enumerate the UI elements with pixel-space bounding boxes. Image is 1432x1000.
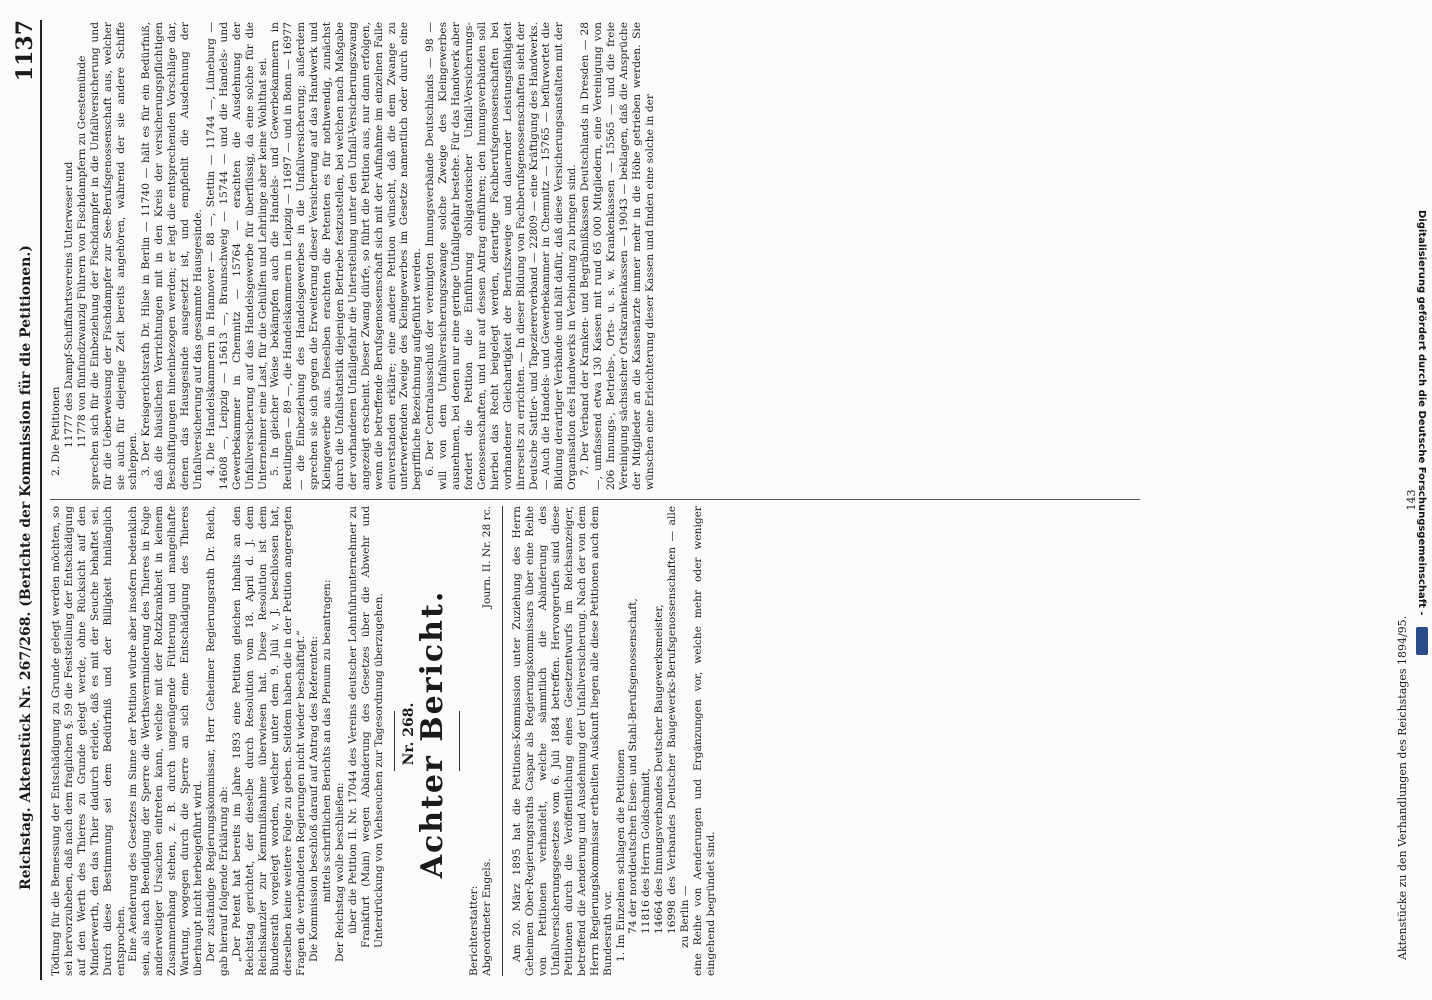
list-item: 14664 des Innungsverbandes Deutscher Baugewerksmeister, [653, 604, 666, 934]
section-number: Nr. 268. [400, 702, 417, 766]
paragraph: sprechen sich für die Einbeziehung der Fischdampfer in die Unfallversicherung und für die Ueberweisung der Fischdampfer zur See-Berufsgenossenschaft aus, welcher sie auch für diejenige Zeit bereits angehören, während der sie andere Schiffe schleppen. [88, 22, 140, 490]
paragraph: Der Reichstag wolle beschließen: [333, 782, 346, 962]
reporter-name: Abgeordneter Engels. [481, 858, 494, 976]
list-item: 11816 des Herrn Goldschmidt, [640, 768, 653, 934]
paragraph: 2. Die Petitionen [50, 386, 62, 476]
paragraph: Tödtung für die Bemessung der Entschädigung zu Grunde gelegt werden möchten, so sei hervorzuheben, daß nach dem fraglichen §. 59 die Feststellung der Entschädigung auf den Werth des Thieres zu Grunde gelegt werde, ohne Rücksicht auf den Minderwerth, den das Thier dadurch erleide, daß es mit der Seuche behaftet sei. Durch diese Bestimmung sei dem Bedürfniß und der Billigkeit hinlänglich entsprochen. [50, 506, 127, 976]
paragraph: 3. Der Kreisgerichtsrath Dr. Hilse in Berlin — 11740 — hält es für ein Bedürfniß, daß die häuslichen Verrichtungen mit in den Kreis der versicherungspflichtigen Beschäftigungen hineinbezogen werden; er legt die entsprechenden Vorschläge dar, denen das Hausgesinde ausgesetzt ist, und empfiehlt die Ausdehnung der Unfallversicherung auf das gesammte Hausgesinde. [140, 22, 204, 490]
digitization-credit [1412, 210, 1430, 1000]
right-column [50, 22, 657, 490]
section-rule [502, 506, 503, 976]
reporter-label: Berichterstatter: [468, 885, 481, 976]
paragraph: Am 20. März 1895 hat die Petitions-Kommission unter Zuziehung des Herrn Geheimen Ober-Regierungsraths Caspar als Regierungskommissars über eine Reihe von Petitionen verhandelt, welche sämmtlich die Abänderung des Unfallversicherungsgesetzes vom 6. Juli 1884 betreffen. Hervorgerufen sind diese Petitionen durch die Veröffentlichung eines Gesetzentwurfs im Reichsanzeiger, betreffend die Aenderung und Ausdehnung der Unfallversicherung. Nach der von dem Herrn Regierungskommissar ertheilten Auskunft liegen alle diese Petitionen auch dem Bundesrath vor. [511, 506, 614, 976]
header-rule [40, 20, 42, 980]
paragraph: 4. Die Handelskammern in Hannover — 88 —, Stettin — 11744 —, Lüneburg — 14608 —, Leipzig — 15613 —, Braunschweig — 15744 — und die Handels- und Gewerbekammer in Chemnitz — 15764 — erachten die Ausdehnung der Unfallversicherung auf das Handelsgewerbe für überflüssig, da eine solche für die Unternehmer eine Last, für die Gehülfen und Lehrlinge aber keine Wohlthat sei. [204, 22, 269, 490]
page-header [8, 20, 38, 980]
reporter-row [481, 506, 494, 976]
paragraph: eine Reihe von Aenderungen und Ergänzungen vor, welche mehr oder weniger eingehend begründet sind. [691, 506, 717, 976]
footer-source: Aktenstücke zu den Verhandlungen des Reichstages 1894/95. [1396, 615, 1409, 960]
sheet-number: 143 [1405, 489, 1418, 511]
paragraph: Der zuständige Regierungskommissar, Herr Geheimer Regierungsrath Dr. Reich, gab hierauf folgende Erklärung ab: [204, 506, 230, 976]
digitization-credit-text: Digitalisierung gefördert durch die Deutsche Forschungsgemeinschaft - [1416, 210, 1427, 616]
list-item: 11778 von fünfundzwanzig Führern von Fischdampfern zu Geestemünde [75, 55, 88, 448]
paragraph: 1. Im Einzelnen schlagen die Petitionen [614, 749, 627, 962]
section-divider [459, 711, 460, 771]
list-item: 11777 des Dampf-Schiffahrtsvereins Unterweser und [62, 161, 75, 448]
journal-ref: Journ. II. Nr. 28 rc. [481, 506, 494, 609]
paragraph: mittels schriftlichen Berichts an das Plenum zu beantragen: [321, 579, 334, 903]
paragraph: Eine Aenderung des Gesetzes im Sinne der Petition würde aber insofern bedenklich sein, als nach Beendigung der Sperre die Werthsverminderung des Thieres in Folge anderweitiger Ursachen eintreten kann, welche mit der Rotzkrankheit in keinem Zusammenhang stehen, z. B. durch ungenügende Fütterung und mangelhafte Wartung, wogegen durch die Sperre an sich eine Entschädigung des Thieres überhaupt nicht herbeigeführt wird. [127, 506, 204, 976]
page-number: 1137 [12, 20, 38, 82]
section-divider [394, 711, 395, 771]
paragraph: Die Kommission beschloß darauf auf Antrag des Referenten: [308, 636, 321, 962]
paragraph: 6. Der Centralausschuß der vereinigten Innungsverbände Deutschlands — 98 — will von dem Unfallversicherungszwange solche Zweige des Kleingewerbes ausnehmen, bei denen nur eine geringe Unfallgefahr bestehe. Für das Handwerk aber fordert die Petition die Einführung obligatorischer Unfall-Versicherungs-Genossenschaften, und nur auf dessen Antrag einführen; den Innungsverbänden soll hierbei das Recht beigelegt werden, derartige Fachberufsgenossenschaften bei vorhandener Gleichartigkeit der Berufszweige und dauernder Leistungsfähigkeit ihrerseits zu errichten. — In dieser Bildung von Fachberufsgenossenschaften sieht der Deutsche Sattler- und Tapeziererverband — 22809 — eine Kräftigung des Handwerks. — Auch die Handels- und Gewerbekammer in Chemnitz — 15765 — befürwortet die Bildung derartiger Verbände und hält dafür, daß diese Versicherungsanstalten mit der Organisation des Handwerks in Verbindung zu bringen sind. [424, 22, 579, 490]
paragraph: „Der Petent hat bereits im Jahre 1893 eine Petition gleichen Inhalts an den Reichstag gerichtet, der dieselbe durch Resolution vom 18. April d. J. dem Reichskanzler zur Kenntnißnahme überwiesen hat. Diese Resolution ist dem Bundesrath vorgelegt worden, welcher unter dem 9. Juli v. J. beschlossen hat, derselben keine weitere Folge zu geben. Seitdem haben die in der Petition angeregten Fragen die verbündeten Regierungen nicht wieder beschäftigt.“ [230, 506, 308, 976]
list-item: 74 der norddeutschen Eisen- und Stahl-Berufsgenossenschaft, [627, 598, 640, 934]
running-head: Reichstag. Aktenstück Nr. 267/268. (Berichte der Kommission für die Petitionen.) [18, 245, 34, 890]
section-title: Achter Bericht. [415, 589, 451, 879]
paragraph: 7. Der Verband der Kranken- und Begräbnißkassen Deutschlands in Dresden — 28 —, umfassend etwa 130 Kassen mit rund 65 000 Mitgliedern, eine Vereinigung von 206 Innungs-, Betriebs-, Orts- u. s. w. Krankenkassen — 15565 — und die freie Vereinigung sächsischer Ortskrankenkassen — 19043 — beklagen, daß die Ansprüche der Mitglieder an die Kassenärzte immer mehr in die Höhe getrieben werden. Sie wünschen eine Erleichterung dieser Kassen und finden eine solche in der [579, 22, 656, 490]
column-divider [50, 499, 1140, 500]
list-item: 16998 des Verbandes Deutscher Baugewerks-Berufsgenossenschaften — alle zu Berlin — [666, 506, 692, 948]
paragraph: 5. In gleicher Weise bekämpfen auch die Handels- und Gewerbekammern in Reutlingen — 89 —, die Handelskammern in Leipzig — 11697 — und in Bonn — 16977 — die Einbeziehung des Handelsgewerbes in die Unfallversicherung; außerdem sprechen sie sich gegen die Erweiterung dieser Versicherung auf das Handwerk und Kleingewerbe aus. Dieselben erachten die Petenten es für nothwendig, zunächst durch die Unfallstatistik diejenigen Betriebe festzustellen, bei welchen nach Maßgabe der vorhandenen Unfallgefahr die Unterstellung unter den Unfall-Versicherungszwang angezeigt erscheint. Dieser Zwang dürfe, so führt die Petition aus, nur dann erfolgen, wenn die betreffende Berufsgenossenschaft sich mit der Aufnahme im einzelnen Falle einverstanden erkläre; eine andere Petition wünscht, daß die dem Zwange zu unterwerfenden Zweige des Kleingewerbes im Gesetze namentlich oder durch eine begriffliche Bezeichnung aufgeführt werden. [269, 22, 424, 490]
dfg-logo-icon [1416, 627, 1428, 655]
left-column [50, 506, 718, 976]
paragraph: über die Petition II. Nr. 17044 des Vereins deutscher Lohnfuhrunternehmer zu Frankfurt (Main) wegen Abänderung des Gesetzes über die Abwehr und Unterdrückung von Viehseuchen zur Tagesordnung überzugehen. [346, 506, 385, 948]
